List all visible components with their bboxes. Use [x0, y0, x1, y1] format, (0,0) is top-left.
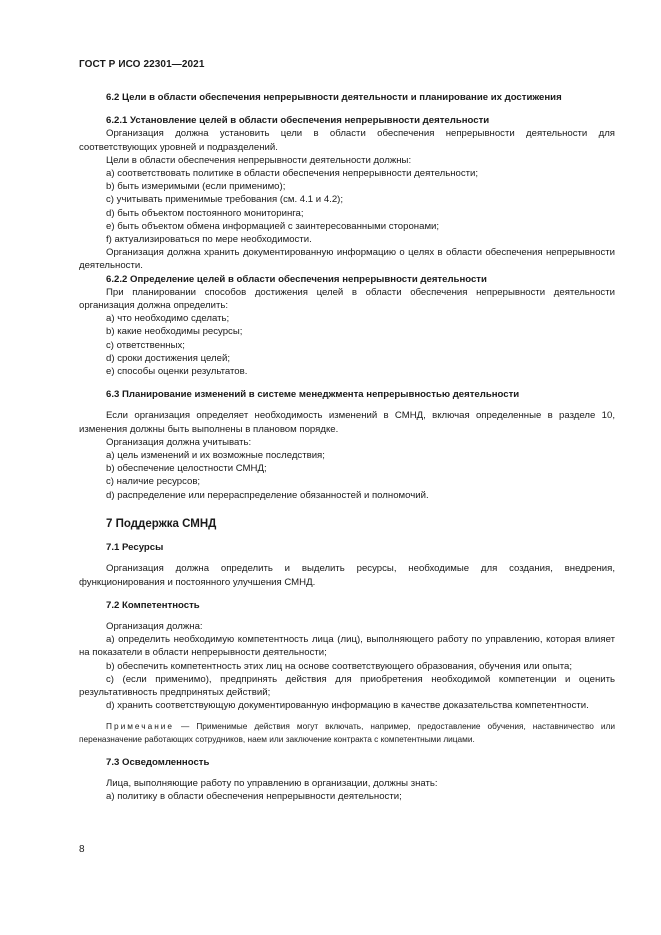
- paragraph: Организация должна хранить документированную информацию о целях в области обеспечения непрерывности деятельности.: [79, 247, 615, 272]
- list-item: f) актуализироваться по мере необходимости.: [106, 234, 312, 246]
- paragraph: Организация должна:: [106, 620, 203, 632]
- page-number: 8: [79, 844, 85, 855]
- paragraph: Если организация определяет необходимость изменений в СМНД, включая определенные в разделе 10, изменения должны быть выполнены в плановом порядке.: [79, 410, 615, 435]
- list-item: a) определить необходимую компетентность лица (лиц), выполняющего работу по управлению, которая влияет на показатели в области непрерывности деятельности;: [79, 634, 615, 659]
- list-item: d) быть объектом постоянного мониторинга;: [106, 207, 304, 219]
- list-item: d) сроки достижения целей;: [106, 352, 231, 364]
- paragraph: Лица, выполняющие работу по управлению в организации, должны знать:: [106, 777, 438, 789]
- section-7-heading: 7 Поддержка СМНД: [106, 517, 217, 530]
- section-6-3-heading: 6.3 Планирование изменений в системе менеджмента непрерывностью деятельности: [106, 389, 520, 401]
- list-item: a) что необходимо сделать;: [106, 313, 230, 325]
- section-7-3-heading: 7.3 Осведомленность: [106, 756, 210, 768]
- list-item: b) какие необходимы ресурсы;: [106, 326, 243, 338]
- list-item: e) быть объектом обмена информацией с заинтересованными сторонами;: [106, 220, 440, 232]
- list-item: b) обеспечить компетентность этих лиц на основе соответствующего образования, обучения или опыта;: [106, 660, 573, 672]
- note-label: Примечание: [106, 721, 175, 732]
- paragraph: Организация должна установить цели в области обеспечения непрерывности деятельности для соответствующих уровней и подразделений.: [79, 128, 615, 153]
- list-item: b) обеспечение целостности СМНД;: [106, 463, 267, 475]
- list-item: c) учитывать применимые требования (см. 4.1 и 4.2);: [106, 194, 344, 206]
- note: [79, 720, 615, 745]
- section-6-2-1-heading: 6.2.1 Установление целей в области обеспечения непрерывности деятельности: [106, 115, 490, 127]
- paragraph: Организация должна учитывать:: [106, 436, 252, 448]
- document-header: ГОСТ Р ИСО 22301—2021: [79, 59, 205, 70]
- section-6-2-2-heading: 6.2.2 Определение целей в области обеспечения непрерывности деятельности: [106, 273, 487, 285]
- note-text: — Применимые действия могут включать, например, предоставление обучения, наставничество или переназначение работающих сотрудников, наем или заключение контракта с компетентными лицами.: [79, 721, 615, 744]
- section-7-1-heading: 7.1 Ресурсы: [106, 542, 164, 554]
- section-6-2-heading: 6.2 Цели в области обеспечения непрерывности деятельности и планирование их достижения: [106, 92, 562, 103]
- list-item: a) цель изменений и их возможные последствия;: [106, 450, 325, 462]
- page-content: [79, 91, 615, 803]
- list-item: c) (если применимо), предпринять действия для приобретения необходимой компетенции и оценить результативность предпринятых действий;: [79, 673, 615, 698]
- list-item: a) соответствовать политике в области обеспечения непрерывности деятельности;: [106, 168, 479, 180]
- list-item: c) наличие ресурсов;: [106, 476, 201, 488]
- list-item: c) ответственных;: [106, 339, 185, 351]
- paragraph: Цели в области обеспечения непрерывности деятельности должны:: [106, 154, 412, 166]
- paragraph: При планировании способов достижения целей в области обеспечения непрерывности деятельности организация должна определить:: [79, 286, 615, 312]
- list-item: e) способы оценки результатов.: [106, 366, 248, 378]
- paragraph: Организация должна определить и выделить ресурсы, необходимые для создания, внедрения, функционирования и постоянного улучшения СМНД.: [79, 563, 615, 588]
- list-item: b) быть измеримыми (если применимо);: [106, 181, 286, 193]
- section-7-2-heading: 7.2 Компетентность: [106, 599, 200, 611]
- list-item: d) хранить соответствующую документированную информацию в качестве доказательства компетентности.: [106, 700, 589, 712]
- list-item: d) распределение или перераспределение обязанностей и полномочий.: [106, 489, 429, 501]
- list-item: a) политику в области обеспечения непрерывности деятельности;: [106, 790, 402, 802]
